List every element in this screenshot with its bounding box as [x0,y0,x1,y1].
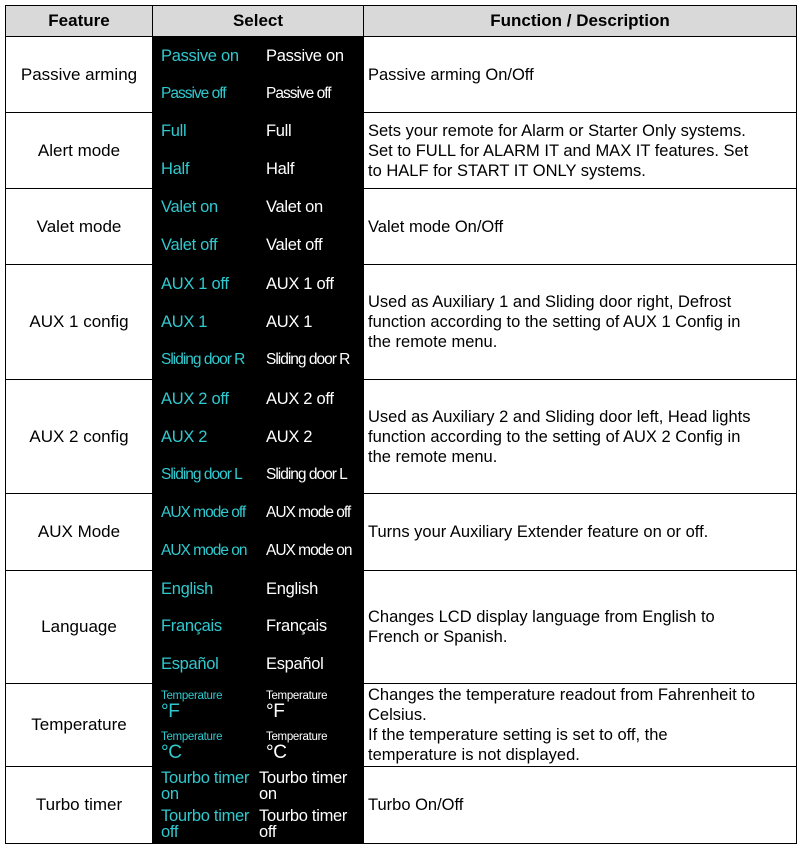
option-highlighted: AUX mode off [161,504,246,521]
option-row [153,47,363,66]
option-normal: AUX mode off [266,504,351,521]
option-highlighted [153,730,258,762]
option-row [153,313,363,332]
option-normal: Valet off [266,235,323,254]
description-cell [364,571,797,684]
feature-cell: AUX 2 config [6,380,153,494]
select-cell [153,380,364,494]
header-select: Select [153,6,364,37]
option-highlighted: Half [161,159,190,178]
temperature-unit: °F [266,700,285,721]
select-cell [153,37,364,113]
temperature-label: Temperature [266,689,328,702]
header-row [6,6,797,37]
description-line: Turbo On/Off [368,796,464,814]
description-line: function according to the setting of AUX 2 Config in [368,427,741,446]
option-highlighted: AUX mode on [161,542,247,559]
description-line: function according to the setting of AUX 1 Config in [368,313,741,331]
option-row [153,428,363,447]
option-normal: Tourbo timer off [259,808,348,840]
option-row [153,770,363,802]
option-normal: AUX 1 [266,312,313,331]
option-normal: Sliding door R [266,351,350,369]
option-normal: Passive off [266,84,331,102]
option-highlighted: Tourbo timer on [161,770,250,802]
table-row [6,37,797,113]
option-highlighted: AUX 1 off [161,274,229,293]
description-line: Used as Auxiliary 1 and Sliding door right, Defrost [368,293,732,311]
option-row [153,504,363,522]
option-normal: Español [266,654,324,673]
option-list [153,767,363,843]
option-list [153,113,363,188]
option-row [153,85,363,103]
option-row [153,808,363,840]
description-line: to HALF for START IT ONLY systems. [368,161,646,180]
temperature-label: Temperature [266,730,328,743]
temperature-unit: °F [161,700,180,721]
option-highlighted [153,689,258,721]
option-row [153,198,363,217]
option-highlighted: AUX 1 [161,312,208,331]
option-highlighted: Sliding door R [161,351,245,369]
description-line: Passive arming On/Off [368,65,534,84]
option-list [153,37,363,112]
option-normal: Tourbo timer on [259,770,348,802]
option-highlighted: AUX 2 [161,427,208,446]
description-cell [364,37,797,113]
option-highlighted: Valet off [161,235,218,254]
option-normal: AUX 2 off [266,389,334,408]
description-line: If the temperature setting is set to off, the [368,726,668,744]
option-highlighted: English [161,580,214,599]
option-normal: Valet on [266,198,323,217]
option-normal: Half [266,159,295,178]
table-row [6,684,797,767]
option-highlighted: Español [161,654,219,673]
option-normal: AUX 1 off [266,274,334,293]
feature-cell: Alert mode [6,113,153,189]
description-cell [364,265,797,380]
description-line: the remote menu. [368,447,498,466]
temperature-label: Temperature [161,730,223,743]
option-normal [258,730,363,762]
option-highlighted: Valet on [161,198,218,217]
option-row [153,390,363,409]
option-row [153,617,363,636]
select-cell [153,571,364,684]
description-cell [364,494,797,571]
description-line: Valet mode On/Off [368,217,504,236]
option-highlighted: Sliding door L [161,465,242,483]
option-highlighted: Passive on [161,46,239,65]
option-list [153,189,363,264]
option-list [153,380,363,493]
option-row [153,122,363,141]
feature-cell: Passive arming [6,37,153,113]
feature-cell: AUX 1 config [6,265,153,380]
feature-cell: Valet mode [6,189,153,265]
feature-cell: Temperature [6,684,153,767]
option-row [153,689,363,721]
header-description: Function / Description [364,6,797,37]
option-row [153,542,363,560]
option-highlighted: Passive off [161,84,226,102]
option-highlighted: AUX 2 off [161,389,229,408]
table-row [6,571,797,684]
option-row [153,580,363,599]
feature-cell: AUX Mode [6,494,153,571]
option-row [153,655,363,674]
temperature-unit: °C [161,741,182,762]
description-cell [364,767,797,844]
select-cell [153,265,364,380]
description-cell [364,189,797,265]
select-cell [153,113,364,189]
option-list [153,265,363,379]
select-cell [153,189,364,265]
option-normal: AUX mode on [266,542,352,559]
select-cell [153,767,364,844]
temperature-unit: °C [266,741,287,762]
option-normal: Full [266,122,292,141]
feature-cell: Language [6,571,153,684]
option-row [153,466,363,484]
description-line: Turns your Auxiliary Extender feature on or off. [368,523,709,541]
option-row [153,160,363,179]
select-cell [153,684,364,767]
option-row [153,275,363,294]
option-highlighted: Français [161,617,222,636]
table-row [6,767,797,844]
description-line: temperature is not displayed. [368,746,580,764]
option-highlighted: Full [161,122,187,141]
option-row [153,236,363,255]
description-cell [364,113,797,189]
description-line: Used as Auxiliary 2 and Sliding door left, Head lights [368,407,751,426]
table-row [6,189,797,265]
option-list [153,684,363,766]
option-row [153,730,363,762]
feature-cell: Turbo timer [6,767,153,844]
table-row [6,380,797,494]
select-cell [153,494,364,571]
description-line: Set to FULL for ALARM IT and MAX IT features. Set [368,141,749,160]
description-line: Celsius. [368,706,427,724]
option-normal: Passive on [266,46,344,65]
table-row [6,494,797,571]
option-list [153,494,363,570]
table-row [6,113,797,189]
temperature-label: Temperature [161,689,223,702]
option-normal: Français [266,617,327,636]
option-highlighted: Tourbo timer off [161,808,250,840]
description-cell [364,380,797,494]
settings-table [5,5,797,844]
description-line: Sets your remote for Alarm or Starter Only systems. [368,121,746,140]
option-row [153,351,363,369]
description-line: Changes the temperature readout from Fahrenheit to [368,686,756,704]
header-feature: Feature [6,6,153,37]
table-row [6,265,797,380]
description-line: the remote menu. [368,333,498,351]
option-normal [258,689,363,721]
description-line: Changes LCD display language from English to [368,608,715,626]
option-normal: English [266,580,319,599]
description-line: French or Spanish. [368,628,508,646]
option-list [153,571,363,683]
option-normal: Sliding door L [266,465,347,483]
option-normal: AUX 2 [266,427,313,446]
description-cell [364,684,797,767]
